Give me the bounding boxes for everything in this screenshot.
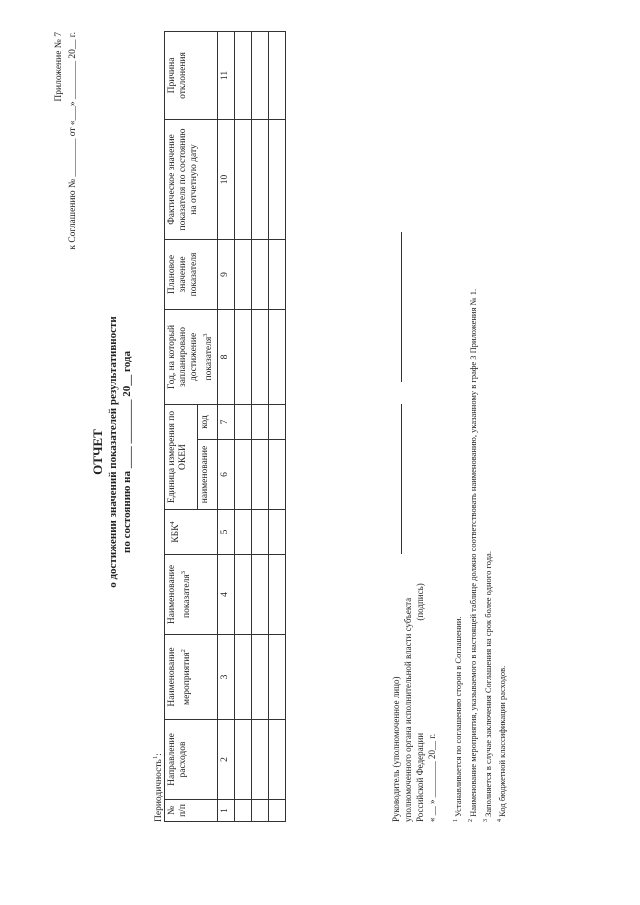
col-num-4: 4 bbox=[218, 555, 235, 635]
footnote-1: $^1$ Устанавливается по соглашению сторон в Соглашении. bbox=[452, 616, 463, 822]
table-row bbox=[252, 31, 269, 821]
table-cell bbox=[235, 720, 252, 800]
name-line bbox=[392, 232, 402, 382]
table-cell bbox=[269, 440, 286, 510]
table-cell bbox=[235, 510, 252, 555]
table-cell bbox=[252, 404, 269, 439]
annex-number: Приложение № 7 bbox=[54, 32, 64, 102]
signature-line bbox=[392, 404, 402, 554]
title-main: ОТЧЕТ bbox=[90, 429, 105, 475]
header-plan: Плановое значение показателя bbox=[165, 239, 218, 309]
periodicity: Периодичность$^1$: bbox=[152, 753, 165, 822]
table-cell bbox=[269, 720, 286, 800]
header-kbk: КБК$^4$ bbox=[165, 510, 218, 555]
table-cell bbox=[269, 309, 286, 404]
table-cell bbox=[235, 404, 252, 439]
table-cell bbox=[269, 404, 286, 439]
table-cell bbox=[252, 555, 269, 635]
table-cell bbox=[252, 635, 269, 720]
header-no: № п/п bbox=[165, 800, 218, 822]
header-unit: Единица измерения по ОКЕИ bbox=[165, 404, 198, 509]
col-num-1: 1 bbox=[218, 800, 235, 822]
signer-title: Руководитель (уполномоченное лицо) bbox=[390, 232, 402, 822]
header-year: Год, на который запланировано достижение показателя$^3$ bbox=[165, 309, 218, 404]
col-num-11: 11 bbox=[218, 31, 235, 119]
table-row bbox=[269, 31, 286, 821]
col-num-10: 10 bbox=[218, 119, 235, 239]
col-num-7: 7 bbox=[218, 404, 235, 439]
document-page bbox=[40, 12, 600, 892]
column-numbers-row bbox=[218, 31, 235, 821]
footnote-4: $^4$ Код бюджетной классификации расходов. bbox=[497, 665, 508, 822]
signer-organization: уполномоченного органа исполнительной власти субъекта bbox=[403, 597, 413, 822]
table-cell bbox=[235, 555, 252, 635]
header-indicator: Наименование показателя$^3$ bbox=[165, 555, 218, 635]
signature-caption: (подпись) bbox=[415, 583, 425, 621]
header-reason: Причина отклонения bbox=[165, 31, 218, 119]
table-cell bbox=[252, 510, 269, 555]
signature-date: « __ » ________ 20__ г. bbox=[427, 733, 437, 822]
table-cell bbox=[235, 119, 252, 239]
signature-block bbox=[390, 232, 438, 822]
indicators-table bbox=[164, 31, 286, 822]
annex-header bbox=[52, 32, 80, 250]
table-cell bbox=[269, 31, 286, 119]
footnote-2: $^2$ Наименование мероприятия, указываемого в настоящей таблице должно соответствовать наименованию, указанному в графе 3 Приложения № 1. bbox=[467, 288, 478, 822]
footnote-3: $^3$ Заполняется в случае заключения Соглашения на срок более одного года. bbox=[482, 551, 493, 822]
table-cell bbox=[269, 239, 286, 309]
table-cell bbox=[235, 309, 252, 404]
title-date: по состоянию на ____ ________ 20__ года bbox=[121, 351, 133, 553]
table-cell bbox=[252, 800, 269, 822]
signer-region: Российской Федерации (подпись) bbox=[415, 583, 425, 822]
header-unit-name: наименование bbox=[198, 440, 218, 510]
col-num-2: 2 bbox=[218, 720, 235, 800]
header-unit-code: код bbox=[198, 404, 218, 439]
table-cell bbox=[269, 800, 286, 822]
table-cell bbox=[235, 31, 252, 119]
table-cell bbox=[252, 239, 269, 309]
table-cell bbox=[252, 309, 269, 404]
table-row bbox=[235, 31, 252, 821]
periodicity-label: Периодичность bbox=[154, 759, 165, 822]
header-direction: Направление расходов bbox=[165, 720, 218, 800]
agreement-reference: к Соглашению № ________ от «___» ________ 20__ г. bbox=[68, 32, 78, 250]
col-num-9: 9 bbox=[218, 239, 235, 309]
table-cell bbox=[235, 440, 252, 510]
table-cell bbox=[269, 635, 286, 720]
table-cell bbox=[235, 800, 252, 822]
table-cell bbox=[252, 440, 269, 510]
table-cell bbox=[269, 510, 286, 555]
header-row bbox=[165, 31, 198, 821]
report-title bbox=[90, 12, 134, 892]
table-cell bbox=[269, 119, 286, 239]
col-num-5: 5 bbox=[218, 510, 235, 555]
table-cell bbox=[235, 239, 252, 309]
table-cell bbox=[252, 119, 269, 239]
col-num-6: 6 bbox=[218, 440, 235, 510]
col-num-8: 8 bbox=[218, 309, 235, 404]
footnotes bbox=[450, 289, 509, 822]
table-cell bbox=[235, 635, 252, 720]
header-event: Наименование мероприятия$^2$ bbox=[165, 635, 218, 720]
table-cell bbox=[269, 555, 286, 635]
title-subject: о достижении значений показателей результативности bbox=[107, 316, 119, 588]
header-fact: Фактическое значение показателя по состоянию на отчетную дату bbox=[165, 119, 218, 239]
table-cell bbox=[252, 720, 269, 800]
table-cell bbox=[252, 31, 269, 119]
col-num-3: 3 bbox=[218, 635, 235, 720]
